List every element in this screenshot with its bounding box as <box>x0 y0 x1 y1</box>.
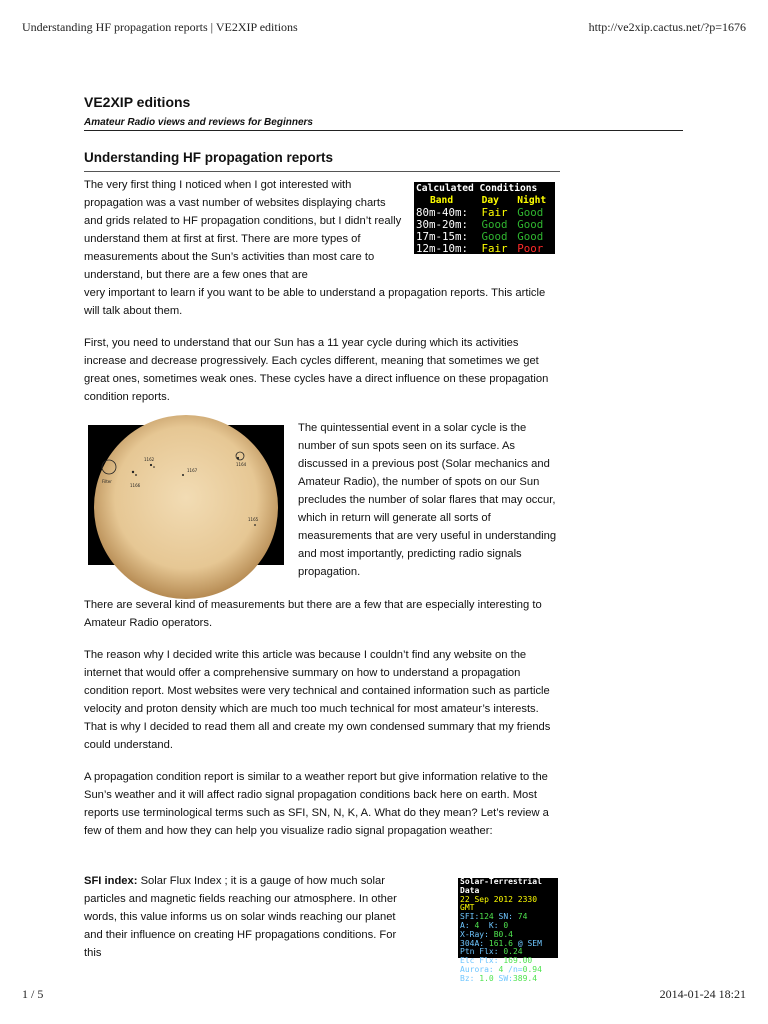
sun-label: Filter <box>102 479 112 484</box>
solar-key: SFI: <box>460 912 480 922</box>
solar-value: B0.4 <box>488 929 513 939</box>
sunspot <box>237 457 239 459</box>
solar-value: 124 <box>479 912 494 922</box>
solar-key: Elc Flx: <box>460 956 499 966</box>
sunspot <box>132 471 134 473</box>
band-label: 80m-40m: <box>416 206 469 219</box>
site-header <box>84 94 684 128</box>
solar-key: /n= <box>503 964 523 974</box>
conditions-row <box>416 243 553 255</box>
solar-key: SW: <box>493 973 513 983</box>
solar-value: 161.6 <box>484 938 513 948</box>
paragraph-intro-wrapped: The very first thing I noticed when I got interested with propagation was a vast number of websites displaying charts and grids related to HF propagation conditions, but I didn’t really understand them at first at first. There are more types of measurements about the Sun’s activities than most care to understand, but there are a few ones that are <box>84 179 402 281</box>
post-title-divider <box>84 171 560 172</box>
band-label: 30m-20m: <box>416 218 469 231</box>
print-header-url[interactable]: http://ve2xip.cactus.net/?p=1676 <box>588 20 746 34</box>
sunspot <box>182 474 184 476</box>
solar-value: 0 <box>498 920 509 930</box>
solar-value: 4 <box>493 964 504 974</box>
solar-key: Bz: <box>460 973 475 983</box>
sun-label: 1166 <box>130 483 141 488</box>
article <box>84 150 560 992</box>
sun-label: 1165 <box>248 517 259 522</box>
sunspot <box>135 474 137 476</box>
solar-key: A: <box>460 920 470 930</box>
night-condition: Good <box>517 206 544 219</box>
sun-label: 1167 <box>187 468 198 473</box>
solar-key: K: <box>479 920 499 930</box>
solar-value: 1.0 <box>474 973 494 983</box>
sfi-text: Solar Flux Index ; it is a gauge of how much solar particles and magnetic fields reaching our atmosphere. In other words, this value informs us on solar winds reaching our planet and their influence on creating HF propagations conditions. For this <box>84 875 397 959</box>
conditions-rows <box>416 207 553 255</box>
calculated-conditions-widget <box>414 182 555 254</box>
solar-key: SN: <box>493 912 513 922</box>
day-condition: Good <box>481 230 508 243</box>
solar-key: X-Ray: <box>460 929 489 939</box>
sunspot <box>254 524 256 526</box>
paragraph-intro-continued: very important to learn if you want to be able to understand a propagation reports. This article will talk about them. <box>84 287 546 317</box>
print-date: 2014-01-24 18:21 <box>659 987 746 1001</box>
day-condition: Fair <box>481 242 508 255</box>
site-divider <box>84 130 683 131</box>
sun-disc <box>94 415 278 599</box>
paragraph-sun-cycle: First, you need to understand that our Sun has a 11 year cycle during which its activities increase and decrease progressively. Each cycles different, meaning that sometimes we get great ones, sometimes weak ones. These cycles have a direct influence on these propagation condition reports. <box>84 337 549 403</box>
solar-value: 169.00 <box>498 956 533 966</box>
sunspot-image <box>88 425 284 565</box>
solar-value: 0.24 <box>498 947 523 957</box>
solar-key: 304A: <box>460 938 485 948</box>
conditions-col-night: Night <box>517 195 547 206</box>
solar-value: 4 <box>469 920 480 930</box>
sunspot <box>153 466 155 468</box>
sun-label: 1164 <box>236 462 247 467</box>
solar-date: 22 Sep 2012 2330 GMT <box>460 894 538 913</box>
band-label: 17m-15m: <box>416 230 469 243</box>
sun-svg <box>88 425 284 565</box>
conditions-title: Calculated Conditions <box>416 183 538 194</box>
print-header <box>22 20 746 35</box>
sfi-label: SFI index: <box>84 875 138 887</box>
sun-label: 1162 <box>144 457 155 462</box>
solar-title: Solar-Terrestrial Data <box>460 877 542 895</box>
solar-value: 74 <box>512 912 528 922</box>
solar-lines <box>460 913 556 983</box>
paragraph-report: A propagation condition report is similar to a weather report but give information relative to the Sun’s weather and it will affect radio signal propagation conditions back here on earth. Most reports use terminological terms such as SFI, SN, N, K, A. What do they mean? Let’s review a few of them and how they can help you visualize radio signal propagation weather: <box>84 771 549 837</box>
night-condition: Poor <box>517 242 544 255</box>
solar-value: 389.4 <box>512 973 538 983</box>
band-label: 12m-10m: <box>416 242 469 255</box>
day-condition: Good <box>481 218 508 231</box>
paragraph-measurements: There are several kind of measurements but there are a few that are especially interesting to Amateur Radio operators. <box>84 599 542 629</box>
paragraph-reason: The reason why I decided write this article was because I couldn’t find any website on the internet that would offer a comprehensive summary on how to understand a propagation condition report. Most websites were very technical and contained information such as particle velocity and proton density which are much too much technical for most amateur’s interests. That is why I decided to read them all and create my own condensed summary that my friends could understand. <box>84 649 551 751</box>
site-description: Amateur Radio views and reviews for Beginners <box>84 117 313 128</box>
solar-terrestrial-widget <box>458 877 558 992</box>
conditions-col-band: Band <box>430 195 454 206</box>
paragraph-sfi <box>84 872 414 962</box>
solar-key: Ptn Flx: <box>460 947 499 957</box>
solar-key: Aurora: <box>460 964 494 974</box>
solar-footer: HF Conditions <box>460 982 523 992</box>
day-condition: Fair <box>481 206 508 219</box>
solar-value: 0.94 <box>522 964 542 974</box>
paragraph-sunspots: The quintessential event in a solar cycle is the number of sun spots seen on its surface. As discussed in a previous post (Solar mechanics and Amateur Radio), the number of spots on our Sun precludes the number of solar flares that may occur, which in return will generate all sorts of measurements that are very useful in understanding and most importantly, predicting radio signals propagation. <box>298 422 557 578</box>
conditions-col-day: Day <box>481 195 499 206</box>
night-condition: Good <box>517 218 544 231</box>
site-title[interactable]: VE2XIP editions <box>84 94 191 110</box>
night-condition: Good <box>517 230 544 243</box>
page-number: 1 / 5 <box>22 987 44 1001</box>
print-footer <box>22 987 746 1002</box>
print-header-title: Understanding HF propagation reports | VE2XIP editions <box>22 20 298 34</box>
post-title[interactable]: Understanding HF propagation reports <box>84 150 334 165</box>
solar-key: @ SEM <box>513 938 542 948</box>
sunspot <box>150 464 152 466</box>
